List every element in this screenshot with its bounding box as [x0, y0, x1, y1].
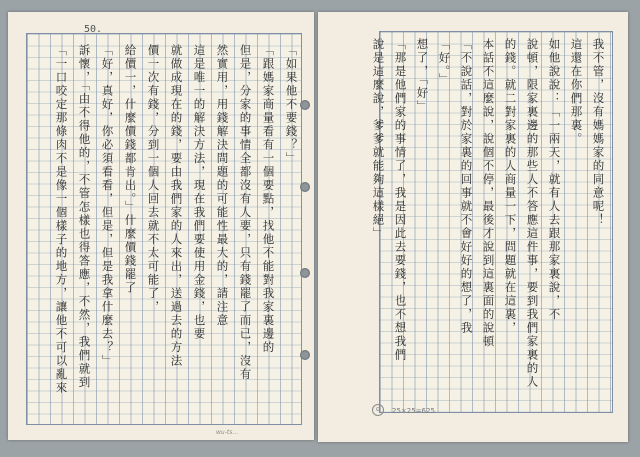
- publisher-mark-icon: ⊙: [372, 404, 384, 416]
- manuscript-column: 這是唯一的解決方法，現在我們要使用金錢，也要: [192, 44, 207, 341]
- punch-hole: [300, 350, 310, 360]
- manuscript-column: 這還在你們那裏。: [569, 38, 584, 146]
- manuscript-column: 「好。」: [437, 38, 452, 87]
- punch-hole: [300, 100, 310, 110]
- manuscript-column: 「如果他不要錢？」: [284, 44, 299, 166]
- punch-hole: [300, 182, 310, 192]
- manuscript-column: 價一次有錢，分到一個人回去就不太可能了，: [146, 44, 161, 314]
- manuscript-column: 「那是他們家的事情了，我是因此去要錢，也不想我們: [393, 38, 408, 362]
- manuscript-column: 我不管，沒有媽媽家的同意呢！: [591, 38, 606, 227]
- manuscript-column: 如他說說：「一兩天，就有人去跟那家裏說，不: [547, 38, 562, 322]
- manuscript-column: 但是，分家的事情全都沒有人要，只有錢罷了而已，沒有: [238, 44, 253, 382]
- manuscript-column: 然實用，用錢解決問題的可能性最大的，請注意: [215, 44, 230, 328]
- manuscript-column: 「好，真好，你必須看看，但是，但是我拿什麼去？」: [100, 44, 115, 368]
- manuscript-column: 給價一，什麼價錢都肯出。」什麼價錢罷了: [123, 44, 138, 295]
- punch-hole: [300, 268, 310, 278]
- manuscript-column: 本話不這麼說，說個不停，最後才說到這裏面的說頓: [481, 38, 496, 349]
- manuscript-column: 就做成現在的錢，要由我們家的人來出，送過去的方法: [169, 44, 184, 368]
- manuscript-column: 說頓，限家裏邊的那些人不答應這件事，要到我們家裏的人: [525, 38, 540, 389]
- grid-size-label: 25×25=625: [392, 407, 435, 415]
- manuscript-column: 想了，「好」: [415, 38, 430, 114]
- manuscript-column: 「不說話，對於家裏的回事就不會好好的想了，我: [459, 38, 474, 335]
- page-number: 50.: [84, 24, 103, 35]
- manuscript-column: 「一口咬定那條肉不是像一個樣子的地方，讓他不可以亂來: [54, 44, 69, 395]
- manuscript-column: 的錢。就二對家裏的人商量一下，問題就在這裏，: [503, 38, 518, 335]
- manuscript-column: 訴懷，「由不得他的，不管怎樣也得答應，不然，我們就到: [77, 44, 92, 390]
- pencil-archive-note: wu-ts…: [216, 429, 239, 436]
- manuscript-column: 「跟媽家商量看有一個要點，找他不能對我家裏邊的: [261, 44, 276, 355]
- manuscript-column: 說是這麼說，爹爹就能夠這樣絕」: [371, 38, 386, 241]
